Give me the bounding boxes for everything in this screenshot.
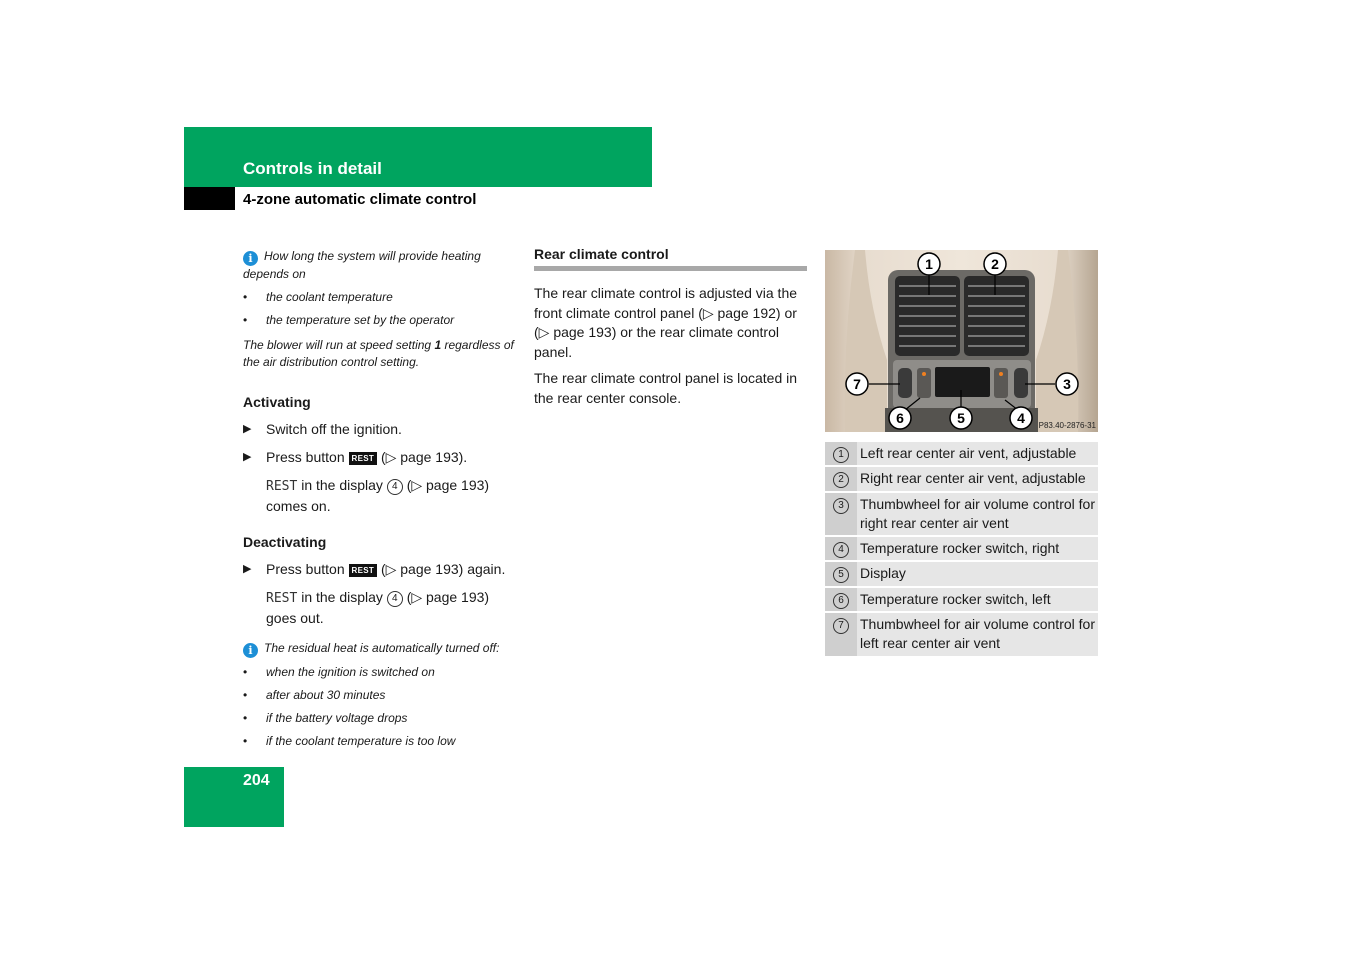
legend-text: Temperature rocker switch, right <box>857 536 1098 561</box>
figure-code: P83.40-2876-31 <box>1038 421 1096 430</box>
info-note-text: How long the system will provide heating depends on <box>243 249 481 281</box>
step-result: REST in the display 4 (▷ page 193) comes on. <box>266 477 490 514</box>
callout-circle: 4 <box>833 542 849 558</box>
table-row <box>825 466 1098 491</box>
callout-label: 4 <box>1017 410 1025 426</box>
list-item: • if the battery voltage drops <box>243 711 408 725</box>
callout-circle: 5 <box>833 567 849 583</box>
list-item-text: the coolant temperature <box>266 290 393 304</box>
middle-column <box>534 246 807 415</box>
step-item: ▶ Switch off the ignition. <box>243 421 402 437</box>
page-number: 204 <box>243 772 270 789</box>
info-note-residual: i The residual heat is automatically turned off: <box>243 640 523 658</box>
list-item: • if the coolant temperature is too low <box>243 734 456 748</box>
paragraph: The rear climate control is adjusted via the front climate control panel (▷ page 192) or (▷ page 193) or the rear climate control panel. <box>534 285 798 360</box>
table-row <box>825 612 1098 657</box>
step-arrow-icon: ▶ <box>243 423 252 435</box>
rest-button-icon: REST <box>349 452 378 465</box>
info-bullet-list <box>243 289 523 329</box>
legend-text: Display <box>857 561 1098 586</box>
rear-console-figure <box>825 250 1098 432</box>
section-title: Controls in detail <box>243 159 382 178</box>
callout-circle: 2 <box>833 472 849 488</box>
list-item: • the coolant temperature <box>243 290 393 304</box>
step-arrow-icon: ▶ <box>243 451 252 463</box>
table-row <box>825 561 1098 586</box>
legend-text: Thumbwheel for air volume control for right rear center air vent <box>857 492 1098 537</box>
indicator-light <box>922 372 926 376</box>
table-row <box>825 587 1098 612</box>
callout-circle: 3 <box>833 498 849 514</box>
step-arrow-icon: ▶ <box>243 563 252 575</box>
callout-label: 2 <box>991 256 999 272</box>
step-result: REST in the display 4 (▷ page 193) goes out. <box>266 589 490 626</box>
legend-text: Temperature rocker switch, left <box>857 587 1098 612</box>
callout-label: 1 <box>925 256 933 272</box>
table-row <box>825 492 1098 537</box>
callout-circle: 7 <box>833 618 849 634</box>
callout-circle: 1 <box>833 447 849 463</box>
list-item: • the temperature set by the operator <box>243 313 455 327</box>
table-row <box>825 442 1098 466</box>
callout-circle: 4 <box>387 479 403 495</box>
callout-circle: 4 <box>387 591 403 607</box>
legend-text: Left rear center air vent, adjustable <box>857 442 1098 466</box>
callout-circle: 6 <box>833 593 849 609</box>
callout-label: 5 <box>957 410 965 426</box>
rest-button-icon: REST <box>349 564 378 577</box>
list-item: • after about 30 minutes <box>243 688 386 702</box>
heading-deactivating: Deactivating <box>243 534 327 550</box>
list-item: • when the ignition is switched on <box>243 665 435 679</box>
paragraph: The rear climate control panel is located in the rear center console. <box>534 370 798 406</box>
info-icon: i <box>243 251 258 266</box>
page-subtitle: 4-zone automatic climate control <box>243 191 477 208</box>
info-icon: i <box>243 643 258 658</box>
left-thumbwheel <box>898 368 912 398</box>
left-column <box>243 248 523 758</box>
heading-rear-climate: Rear climate control <box>534 246 807 271</box>
blower-note: The blower will run at speed setting 1 regardless of the air distribution control setting. <box>243 338 514 369</box>
step-item: ▶ Press button REST (▷ page 193) again. <box>243 561 506 577</box>
indicator-light <box>999 372 1003 376</box>
legend-table <box>825 442 1098 658</box>
info-note-heating <box>243 248 523 283</box>
residual-bullet-list <box>243 664 523 750</box>
table-row <box>825 536 1098 561</box>
list-item-text: the temperature set by the operator <box>266 313 455 327</box>
heading-activating: Activating <box>243 394 311 410</box>
callout-label: 3 <box>1063 376 1071 392</box>
display-screen <box>935 367 990 397</box>
header-marker <box>184 187 235 210</box>
right-thumbwheel <box>1014 368 1028 398</box>
callout-label: 7 <box>853 376 861 392</box>
step-item: ▶ Press button REST (▷ page 193). <box>243 449 468 465</box>
legend-text: Right rear center air vent, adjustable <box>857 466 1098 491</box>
callout-label: 6 <box>896 410 904 426</box>
legend-text: Thumbwheel for air volume control for left rear center air vent <box>857 612 1098 657</box>
